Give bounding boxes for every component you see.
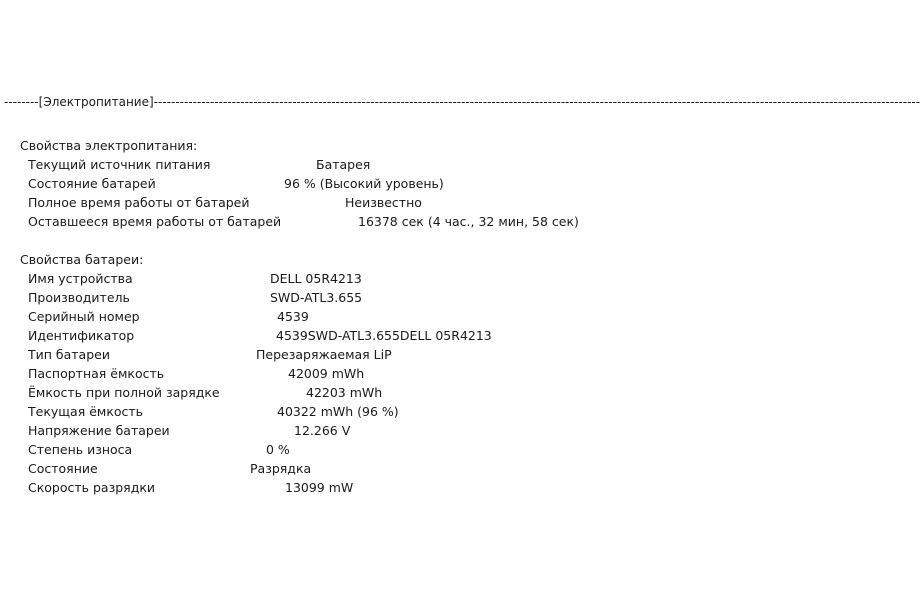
property-label: Текущая ёмкость xyxy=(28,404,144,419)
property-value: DELL 05R4213 xyxy=(270,271,362,286)
header-suffix: ]--------------------------------------------------------------------------------------------------------------------------------------------------------------------------------- xyxy=(148,95,920,109)
property-value: 96 % (Высокий уровень) xyxy=(284,176,444,191)
property-label: Напряжение батареи xyxy=(28,423,170,438)
property-value: 40322 mWh (96 %) xyxy=(277,404,399,419)
property-value: SWD-ATL3.655 xyxy=(270,290,363,305)
section-title: Электропитание xyxy=(43,95,149,109)
battery-properties-heading: Свойства батареи: xyxy=(20,252,144,267)
property-value: 13099 mW xyxy=(285,480,354,495)
property-label: Тип батареи xyxy=(28,347,110,362)
property-label: Идентификатор xyxy=(28,328,135,343)
property-label: Состояние xyxy=(28,461,98,476)
property-label: Имя устройства xyxy=(28,271,133,286)
property-label: Паспортная ёмкость xyxy=(28,366,165,381)
property-value: 12.266 V xyxy=(294,423,351,438)
property-label: Ёмкость при полной зарядке xyxy=(28,385,220,400)
property-label: Скорость разрядки xyxy=(28,480,156,495)
property-label: Степень износа xyxy=(28,442,133,457)
property-value: Батарея xyxy=(316,157,371,172)
property-label: Оставшееся время работы от батарей xyxy=(28,214,282,229)
property-label: Полное время работы от батарей xyxy=(28,195,250,210)
property-label: Производитель xyxy=(28,290,130,305)
property-value: 4539 xyxy=(277,309,309,324)
property-value: 0 % xyxy=(266,442,290,457)
header-prefix: --------[ xyxy=(4,95,44,109)
section-header xyxy=(4,94,920,110)
property-value: Неизвестно xyxy=(345,195,422,210)
property-value: Перезаряжаемая LiP xyxy=(256,347,392,362)
property-value: 4539SWD-ATL3.655DELL 05R4213 xyxy=(276,328,492,343)
property-label: Серийный номер xyxy=(28,309,140,324)
property-value: Разрядка xyxy=(250,461,312,476)
property-value: 42203 mWh xyxy=(306,385,383,400)
property-value: 16378 сек (4 час., 32 мин, 58 сек) xyxy=(358,214,579,229)
property-value: 42009 mWh xyxy=(288,366,365,381)
power-properties-heading: Свойства электропитания: xyxy=(20,138,198,153)
property-label: Текущий источник питания xyxy=(28,157,211,172)
property-label: Состояние батарей xyxy=(28,176,156,191)
